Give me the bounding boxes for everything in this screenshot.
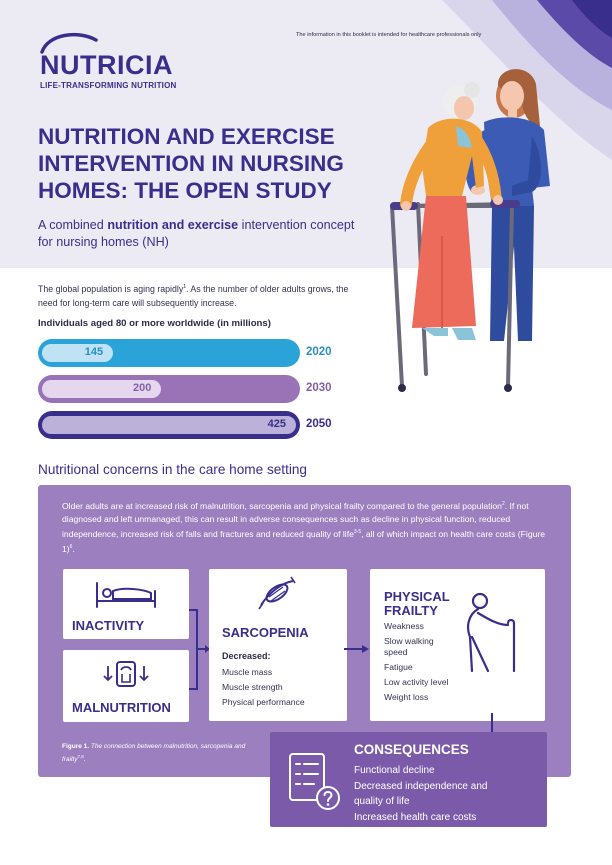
frailty-label-line-1: PHYSICAL	[384, 589, 450, 604]
concerns-ref-2: 3-5	[353, 528, 362, 535]
title-line-1: NUTRITION AND EXERCISE	[38, 124, 335, 149]
sarcopenia-sub: Decreased:	[222, 651, 271, 661]
inactivity-card	[63, 569, 189, 639]
frailty-card	[370, 569, 545, 721]
population-bar-year: 2020	[306, 346, 332, 358]
intro-paragraph	[38, 280, 350, 310]
scale-down-arrows-icon	[103, 658, 149, 690]
sarcopenia-list	[222, 667, 305, 712]
logo-tagline: LIFE-TRANSFORMING NUTRITION	[40, 81, 177, 90]
disclaimer-text: The information in this booklet is intended for healthcare professionals only	[296, 32, 482, 38]
intro-ref: 1	[183, 284, 187, 290]
logo-wordmark: NUTRICIA	[40, 50, 173, 80]
consequences-list	[354, 763, 487, 825]
concerns-text-3: , all of which impact on health care costs (Figure 1)	[62, 528, 546, 554]
population-bar-value: 425	[267, 418, 286, 430]
elderly-cane-icon	[458, 591, 524, 673]
inactivity-label: INACTIVITY	[72, 618, 145, 633]
concerns-text-4: .	[72, 543, 75, 554]
sarcopenia-item: Physical performance	[222, 697, 305, 707]
frailty-item: Weakness	[384, 621, 424, 631]
muscle-icon	[255, 575, 299, 613]
population-bar-2030	[38, 375, 300, 403]
bed-icon	[93, 579, 159, 609]
population-bar-value: 200	[133, 382, 152, 394]
subtitle-bold: nutrition and exercise	[107, 218, 239, 232]
subtitle-post: intervention concept for nursing homes (NH)	[38, 218, 355, 249]
sarcopenia-item: Muscle mass	[222, 667, 273, 677]
population-bar-2050	[38, 411, 300, 439]
consequences-card	[270, 732, 547, 827]
frailty-item: Fatigue	[384, 662, 413, 672]
consequence-item: Functional decline	[354, 765, 435, 776]
page-subtitle	[38, 217, 358, 251]
population-bar-value: 145	[84, 346, 104, 358]
malnutrition-card	[63, 650, 189, 722]
sarcopenia-card	[209, 569, 347, 721]
malnutrition-label: MALNUTRITION	[72, 700, 171, 715]
arrow-right	[344, 644, 370, 654]
figure-caption-text: The connection between malnutrition, sarcopenia and frailty	[62, 743, 246, 764]
intro-text-b: . As the number of older adults grows, the need for long-term care will subsequently increase.	[38, 283, 349, 308]
frailty-item: Weight loss	[384, 692, 429, 702]
frailty-item: Slow walking speed	[384, 636, 434, 657]
figure-caption-end: .	[83, 756, 86, 764]
subtitle-pre: A combined	[38, 218, 108, 232]
intro-text-a: The global population is aging rapidly	[38, 283, 184, 294]
bracket-arrow	[189, 605, 211, 695]
concerns-ref-1: 2	[501, 501, 505, 507]
concerns-paragraph	[62, 498, 552, 556]
bars-title: Individuals aged 80 or more worldwide (in millions)	[38, 318, 271, 329]
sarcopenia-label: SARCOPENIA	[222, 625, 309, 640]
caregiver-elderly-walker-illustration	[372, 56, 572, 406]
concerns-title: Nutritional concerns in the care home setting	[38, 462, 307, 477]
population-bar-2020	[38, 339, 300, 367]
title-line-2: INTERVENTION IN NURSING	[38, 151, 344, 176]
concerns-text-1: Older adults are at increased risk of malnutrition, sarcopenia and physical frailty compared to the general population	[62, 500, 502, 511]
sarcopenia-item: Muscle strength	[222, 682, 283, 692]
frailty-item: Low activity level	[384, 677, 449, 687]
consequence-item: Increased health care costs	[354, 811, 477, 823]
concerns-text-2: . If not diagnosed and left unmanaged, this can result in adverse consequences such as decline in physical function, reduced independence, increased risk of falls and fractures and reduced quality of life	[62, 500, 529, 539]
consequences-title: CONSEQUENCES	[354, 742, 469, 757]
title-line-3: HOMES: THE OPEN STUDY	[38, 178, 332, 203]
figure-caption	[62, 742, 252, 765]
frailty-label-line-2: FRAILTY	[384, 603, 438, 618]
consequence-item: Decreased independence and	[354, 780, 488, 792]
figure-label: Figure 1.	[62, 743, 90, 750]
checklist-question-icon	[286, 750, 344, 814]
concerns-ref-3: 6	[69, 543, 73, 550]
population-bar-year: 2030	[306, 382, 332, 394]
consequence-item: quality of life	[354, 796, 410, 807]
frailty-list	[384, 621, 454, 707]
figure-caption-ref: 7,8	[77, 754, 84, 759]
population-bar-year: 2050	[306, 418, 332, 430]
page-title	[38, 123, 378, 204]
